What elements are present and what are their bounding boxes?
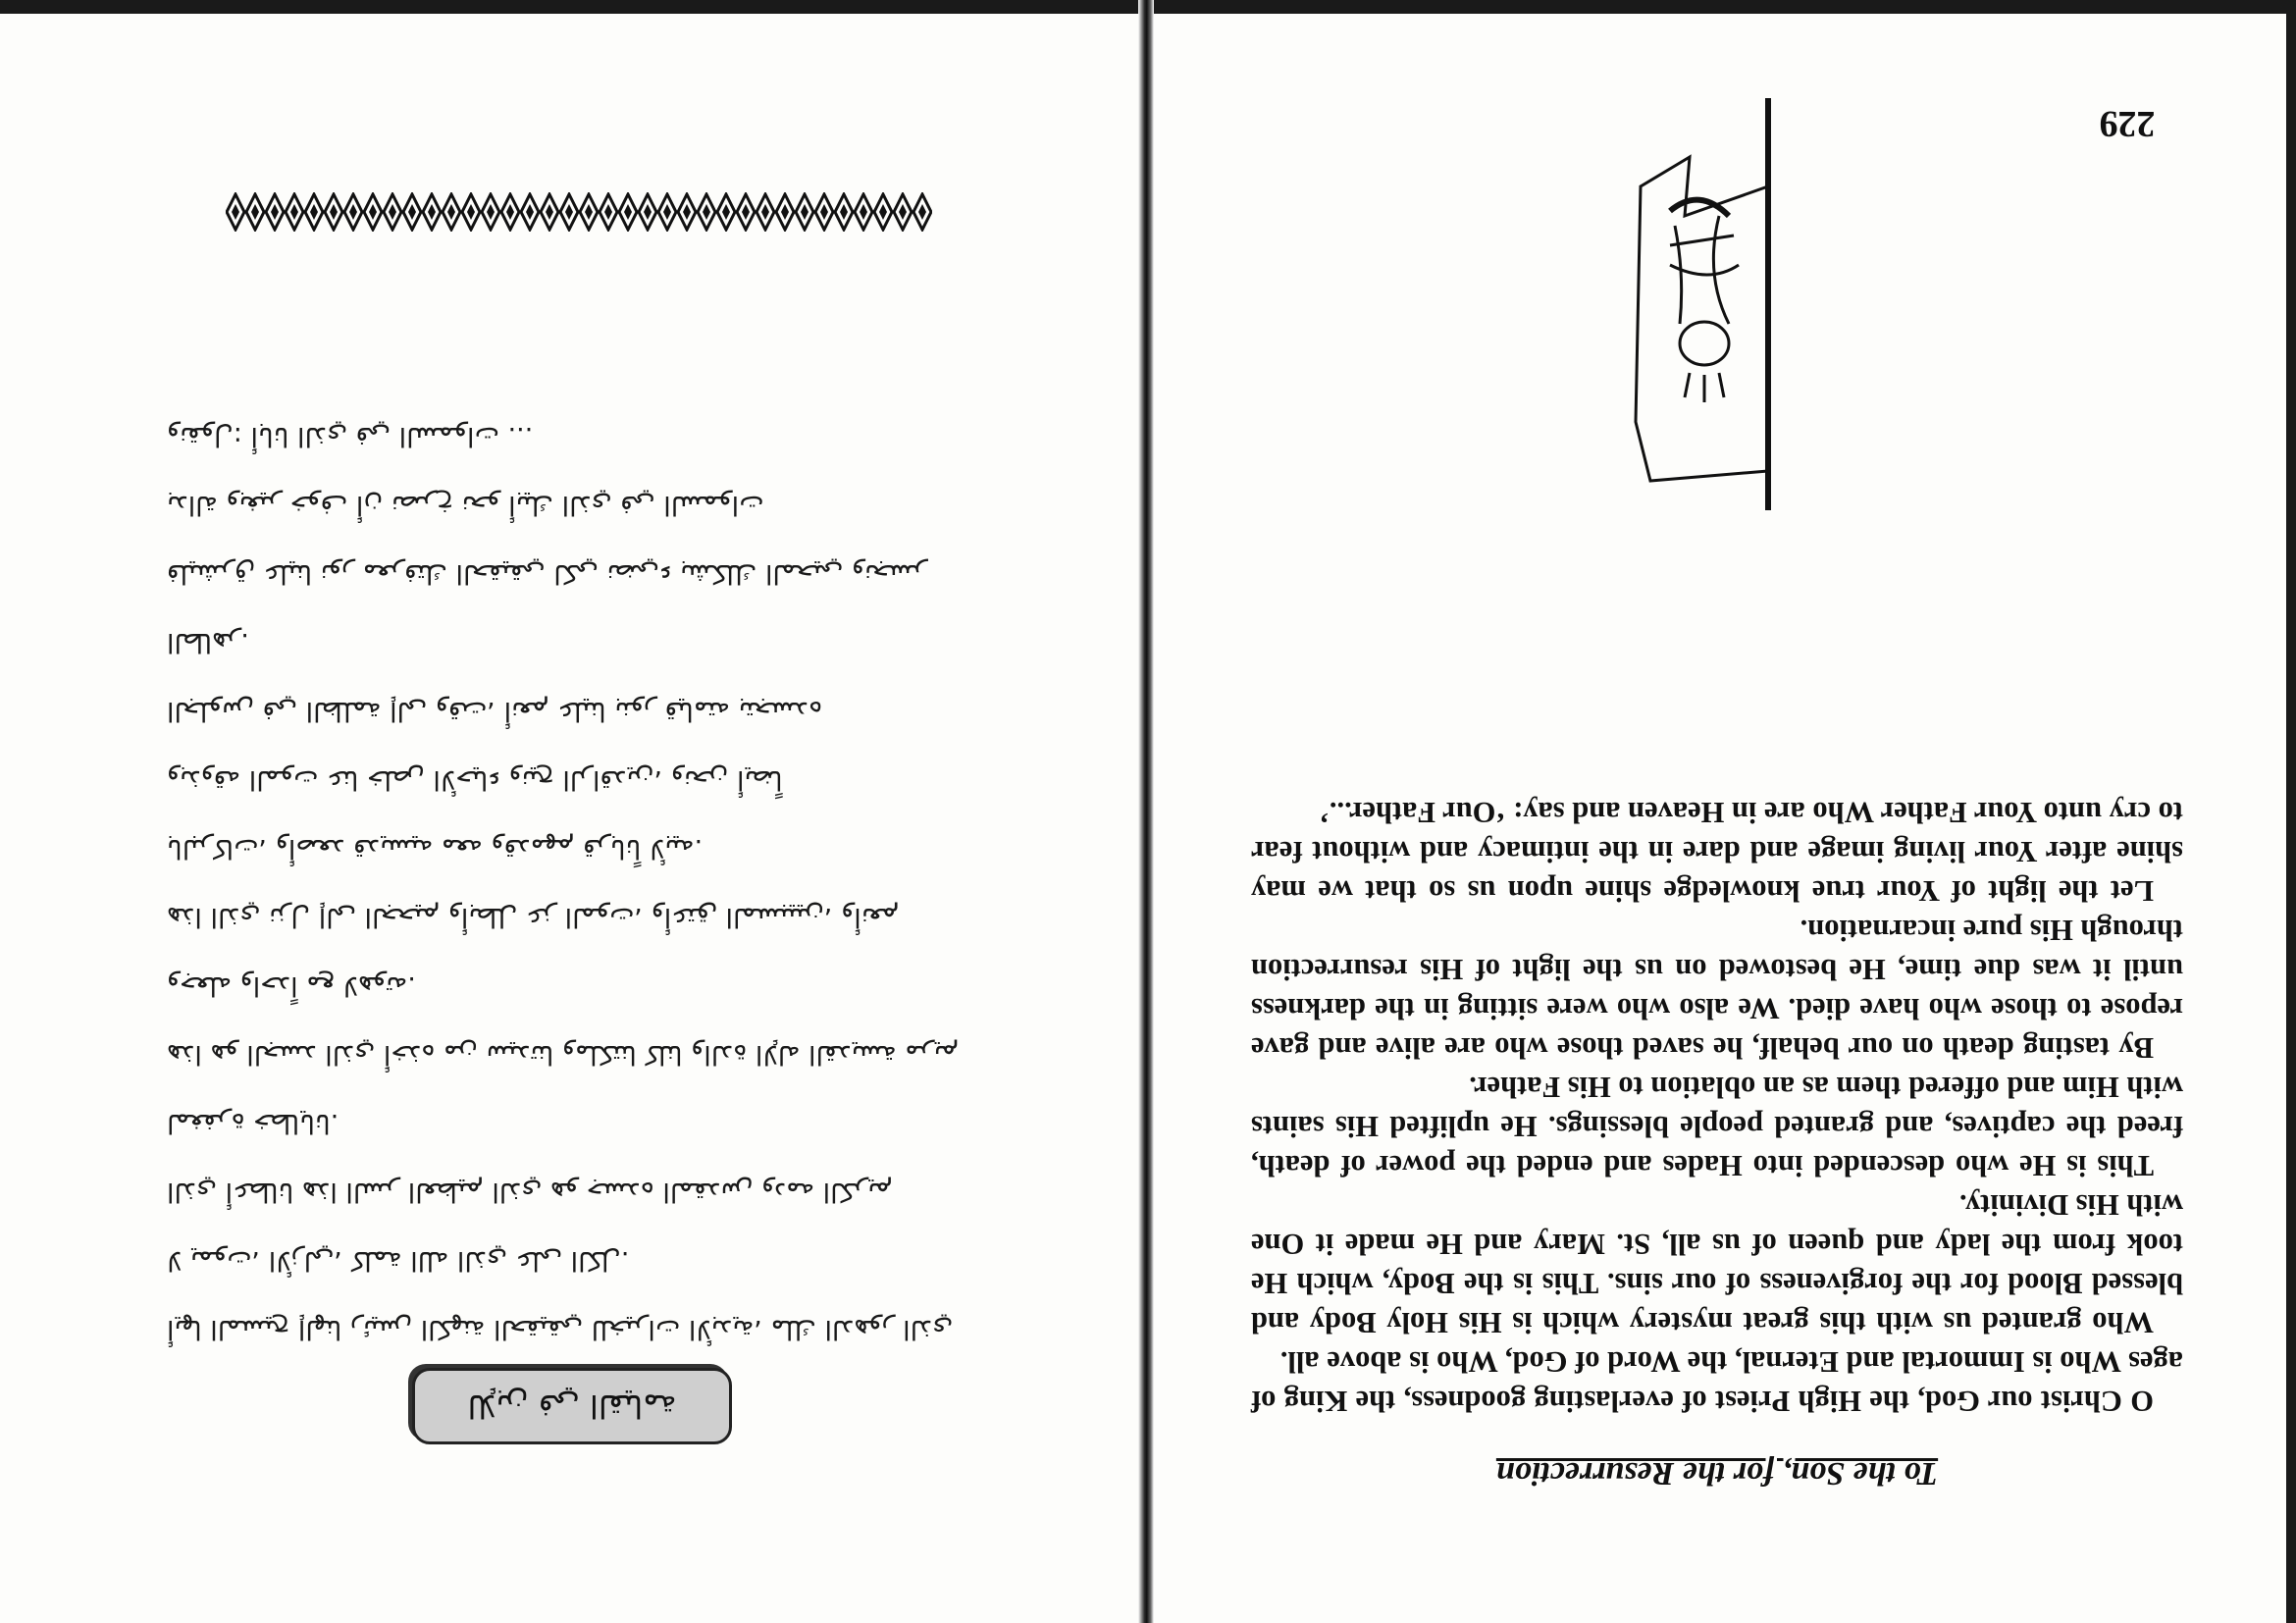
arabic-line: لا يموت، الأزلي، كلمة الله الذي على الكل. [167,1245,630,1276]
arabic-title: للإبن في القيامة [467,1387,677,1425]
arabic-line: هذا الذي نزل إلى الجحيم وأبطل عز الموت، وأعتق المسبيين، وأنعم [167,902,900,932]
resurrection-banner-icon [1631,98,1798,510]
arabic-line: الذي أعطانا هذا السر العظيم الذي هو جسده المقدس ودمه الكريم [167,1177,893,1207]
arabic-line: لمغفرة خطايانا. [167,1108,339,1138]
arabic-line: وبذوقه الموت عنا خلص الأحياء ونيح الراقدين، ونحن أيضاً [167,764,783,795]
english-paragraph: By tasting death on our behalf, he saved those who are alive and gave repose to those who have died. We also who were sitting in the darkness until it was due time, He bestowed on us the light of His resurrection through His pure incarnation. [1251,914,2183,1065]
english-title: To the Son, for the Resurrection [1495,1455,1939,1492]
english-paragraph: This is He who descended into Hades and ended the power of death, freed the captives, and granted people blessings. He uplifted His saints with Him and offered them as an oblation to His Father. [1251,1071,2183,1182]
arabic-line: ونقول: أبانا الذي في السموات ... [167,421,534,451]
arabic-line: أيها المسيح إلهنا رئيس الكهنة الحقيقي للخيرات الأبدية، ملك الدهور الذي [167,1314,954,1344]
arabic-prayer [167,343,981,1344]
english-paragraph: Let the light of Your true knowledge shine upon us so that we may shine after Your living image and dare in the intimacy and without fear to cry unto Your Father Who are in Heaven and say: ‘Our Father...’ [1251,796,2183,908]
arabic-line: وجعله واحداً مع لاهوته. [167,970,416,1001]
book-gutter [1138,0,1154,1623]
arabic-title-box [412,1368,732,1444]
arabic-line: فليشرق علينا نور معرفتك الحقيقي لكي نضيء بشكلك المحيي ونجسر [167,558,927,589]
page-number: 229 [2099,103,2156,144]
english-prayer [1251,510,2183,1492]
scan-right-edge [2286,0,2296,1623]
arabic-line: هذا هو الجسد الذي أخذه من سيدتنا وملكتنا كلنا والدة الإله القديسة مريم [167,1039,960,1070]
arabic-line: الطاهر. [167,627,249,657]
arabic-line: الجلوس في الظلمة إلى وقت، أنعم علينا بنور قيامته بتجسده [167,696,823,726]
english-paragraph: O Christ our God, the High Priest of everlasting goodness, the King of ages Who is Immortal and Eternal, the Word of God, Who is above all. [1251,1345,2183,1418]
arabic-line: بالبركات، وأصعد قديسيه معه وقدمهم قرباناً لأبيه. [167,833,704,864]
diamond-chain-ornament-icon [226,192,932,232]
english-paragraph: Who granted us with this great mystery which is His Holy Body and blessed Blood for the forgiveness of our sins. This is the Body, which He took from the lady and queen of us all, St. Mary and He made it One with His Divinity. [1251,1188,2183,1339]
arabic-line: بدالة وبغير خوف أن نصرخ نحو أبيك الذي في السموات [167,490,764,520]
